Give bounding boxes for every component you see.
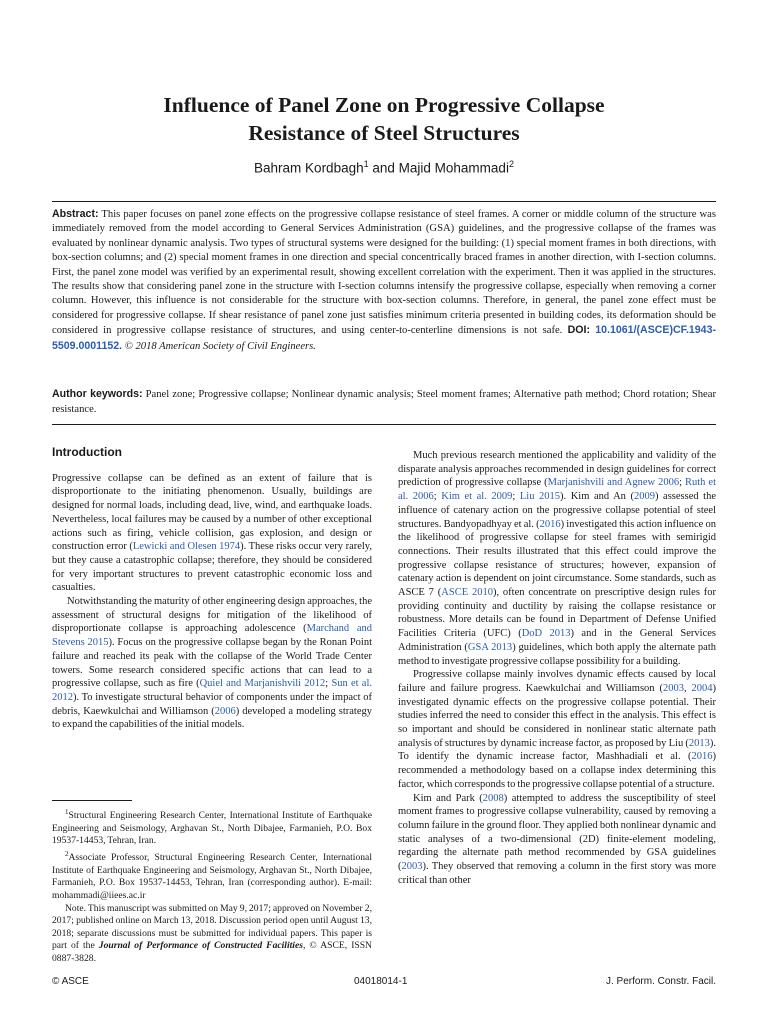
- citation-link[interactable]: Sun et al. 2012: [52, 678, 372, 703]
- footer-journal-abbrev: J. Perform. Constr. Facil.: [605, 976, 716, 987]
- citation-link[interactable]: DoD 2013: [521, 628, 571, 640]
- keywords-label: Author keywords:: [52, 388, 143, 400]
- citation-link[interactable]: Liu 2015: [519, 491, 561, 503]
- citation-link[interactable]: 2006: [214, 705, 236, 717]
- citation-link[interactable]: 2016: [539, 518, 561, 530]
- footer-publisher: © ASCE: [52, 976, 89, 987]
- citation-link[interactable]: 2003: [401, 861, 423, 873]
- doi-link[interactable]: 10.1061/(ASCE)CF.1943-5509.0001152.: [52, 324, 716, 352]
- author-conjunction: and: [368, 160, 399, 176]
- right-column: [398, 449, 716, 888]
- citation-link[interactable]: Marjanishvili and Agnew 2006: [547, 477, 680, 489]
- keywords-text: Panel zone; Progressive collapse; Nonlinear dynamic analysis; Steel moment frames; Alternative path method; Chord rotation; Shear resistance.: [52, 389, 716, 415]
- abstract-top-rule: [52, 201, 716, 202]
- citation-link[interactable]: 2008: [482, 792, 504, 804]
- footer-article-number: 04018014-1: [354, 976, 408, 987]
- paragraph: Progressive collapse mainly involves dynamic effects caused by local failure and failure progress. Kaewkulchai and Williamson (2003, 2004) investigated dynamic effects on the progressive collapse potential. Their studies inferred the need to consider this effect in the analysis. This effect is so important and should be considered in nonlinear static alternate path analysis of structures by dynamic increase factor, as proposed by Liu (2013). To identify the dynamic increase factor, Mashhadiali et al. (2016) recommended a methodology based on a collapse index determining this factor, which corresponds to the progressive collapse potential of a structure.: [398, 669, 717, 790]
- author-1-affil: 1: [363, 159, 369, 169]
- author-2-affil: 2: [508, 159, 514, 169]
- abstract-label: Abstract:: [52, 208, 99, 220]
- citation-link[interactable]: Kim et al. 2009: [441, 491, 513, 503]
- citation-link[interactable]: Lewicki and Olesen 1974: [132, 541, 241, 553]
- citation-link[interactable]: ASCE 2010: [441, 587, 493, 599]
- author-keywords: [52, 387, 716, 417]
- citation-link[interactable]: Marchand and Stevens 2015: [52, 623, 372, 649]
- citation-link[interactable]: 2004: [691, 682, 713, 694]
- author-1: Bahram Kordbagh: [254, 160, 364, 176]
- abstract: [52, 207, 716, 354]
- abstract-text: This paper focuses on panel zone effects on the progressive collapse resistance of steel frames. A corner or middle column of the structure was immediately removed from the model according to General Services Administration (GSA) guidelines, and the progressive collapse of the frames was evaluated by nonlinear dynamic analysis. Two types of structural systems were designed for the building: (1) special moment frames in both directions, with box-section columns; and (2) special moment frames in one direction and special concentrically braced frames in another direction, with I-section columns. First, the panel zone model was verified by an experimental result, showing excellent correlation with the experiment. Then it was applied in the structures. The results show that considering panel zone in the structure with I-section columns intensify the progressive collapse, especially when removing a corner column. However, this influence is not considerable for the structure with box-section columns. Therefore, in general, the panel zone effect must be considered for progressive collapse. If shear resistance of panel zone just satisfies minimum criteria presented in building codes, its deformation should be considered in progressive collapse resistance of structures, and using center-to-centerline dimensions is not safe.: [52, 209, 716, 337]
- submission-note: Note. This manuscript was submitted on May 9, 2017; approved on November 2, 2017; published online on March 13, 2018. Discussion period open until August 13, 2018; separate discussions must be submitted for individual papers. This paper is part of the Journal of Performance of Constructed Facilities, © ASCE, ISSN 0887-3828.: [52, 902, 372, 964]
- citation-link[interactable]: Quiel and Marjanishvili 2012: [199, 678, 326, 690]
- keywords-bottom-rule: [52, 424, 716, 425]
- paragraph: Progressive collapse can be defined as an extent of failure that is disproportionate to the initiating phenomenon. Usually, buildings are designed for normal loads, including dead, live, wind, and earthquake loads. Nevertheless, local failures may be caused by a number of other exceptional actions such as firing, vehicle collision, gas explosion, and design or construction error (Lewicki and Olesen 1974). These risks occur very rarely, but they cause a catastrophic collapse; therefore, they should be considered for very important structures to prevent catastrophic economic loss and casualties.: [52, 472, 373, 594]
- paragraph: Much previous research mentioned the applicability and validity of the disparate analysis approaches recommended in design guidelines for correct prediction of progressive collapse (Marjanishvili and Agnew 2006; Ruth et al. 2006; Kim et al. 2009; Liu 2015). Kim and An (2009) assessed the influence of catenary action on the progressive collapse potential of steel structures. Bandyopadhyay et al. (2016) investigated this action influence on the likelihood of progressive collapse for steel frames with semirigid connections. Their results illustrated that this effect could improve the progressive collapse resistance of structures; however, expansion of catenary action is dependent on joint circumstance. Some standards, such as ASCE 7 (ASCE 2010), often concentrate on prescriptive design rules for providing continuity and ductility by raising the collapse resistance or robustness. More details can be found in Department of Defense Unified Facilities Criteria (UFC) (DoD 2013) and in the General Services Administration (GSA 2013) guidelines, which both apply the alternate path method to investigate progressive collapse possibility for a building.: [398, 450, 717, 667]
- citation-link[interactable]: GSA 2013: [467, 641, 513, 653]
- left-column: [52, 446, 372, 732]
- footnote-rule: [52, 800, 132, 801]
- citation-link[interactable]: 2013: [688, 737, 710, 749]
- copyright-notice: © 2018 American Society of Civil Engineers.: [122, 340, 316, 352]
- footnotes: [52, 806, 372, 966]
- author-line: [60, 159, 708, 176]
- citation-link[interactable]: 2009: [633, 491, 655, 503]
- citation-link[interactable]: 2016: [691, 751, 713, 763]
- paragraph: Kim and Park (2008) attempted to address the susceptibility of steel moment frames to progressive collapse vulnerability, caused by removing a column failure in the ground floor. They applied both nonlinear dynamic and static analyses of a two-dimensional (2D) finite-element modeling, regarding the alternate path method recommended by GSA guidelines (2003). They observed that removing a column in the first story was more critical than other: [398, 792, 716, 886]
- footnote-1: $^1$Structural Engineering Research Center, International Institute of Earthquake Engineering and Seismology, Arghavan St., North Dibajee, Farmanieh, P.O. Box 19537-14453, Tehran, Iran.: [52, 808, 372, 847]
- citation-link[interactable]: Ruth et al. 2006: [398, 477, 717, 503]
- doi-label: DOI:: [567, 324, 590, 337]
- journal-name: Journal of Performance of Constructed Facilities: [98, 940, 303, 952]
- paper-title: [60, 91, 708, 147]
- citation-link[interactable]: 2003: [662, 682, 684, 694]
- title-line-1: Influence of Panel Zone on Progressive Collapse: [163, 93, 605, 117]
- paragraph: Notwithstanding the maturity of other engineering design approaches, the assessment of structural designs for mitigation of the likelihood of disproportionate collapse is approaching adolescence (Marchand and Stevens 2015). Focus on the progressive collapse began by the Ronan Point failure and reached its peak with the collapse of the World Trade Center towers. Some research considered specific actions that can lead to a progressive collapse, such as fire (Quiel and Marjanishvili 2012; Sun et al. 2012). To investigate structural behavior of components under the impact of debris, Kaewkulchai and Williamson (2006) developed a modeling strategy to expand the capabilities of the initial models.: [52, 596, 372, 731]
- title-line-2: Resistance of Steel Structures: [248, 121, 520, 145]
- footnote-2: $^2$Associate Professor, Structural Engineering Research Center, International Institute of Earthquake Engineering and Seismology, Arghavan St., North Dibajee, Farmanieh, P.O. Box 19537-14453, Tehran, Iran (corresponding author). E-mail: mohammadi@iiees.ac.ir: [52, 849, 372, 901]
- section-heading-introduction: Introduction: [52, 445, 122, 459]
- author-2: Majid Mohammadi: [398, 160, 509, 176]
